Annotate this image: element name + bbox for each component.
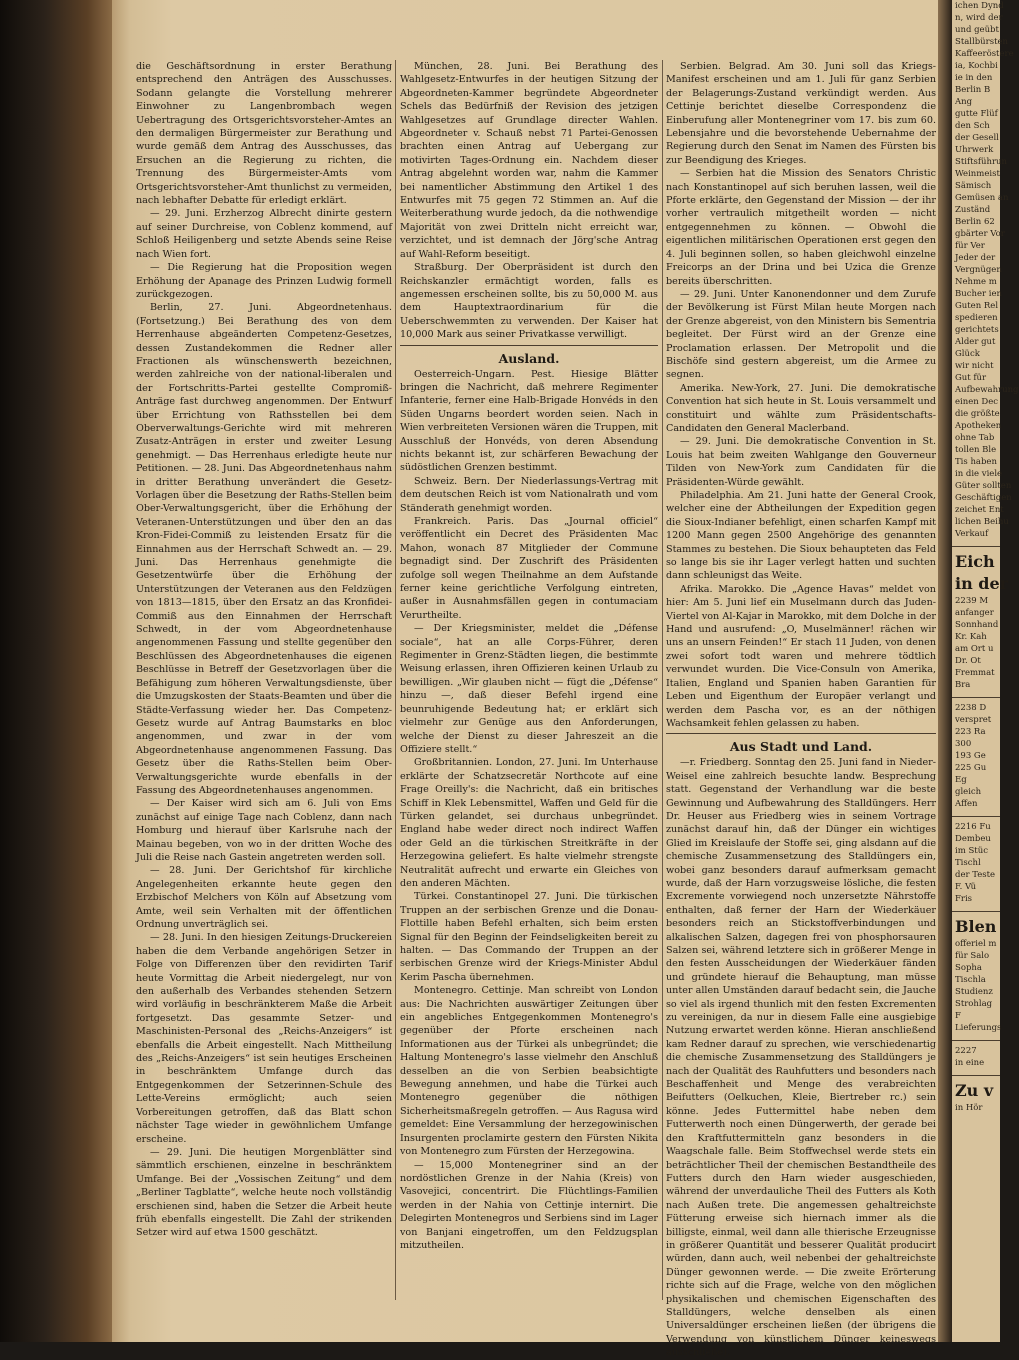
next-page-fragment: Dr. Ot [955,656,981,666]
column-1 [136,60,392,1300]
column-3-bottom [666,756,936,1359]
article-paragraph: — 29. Juni. Erzherzog Albrecht dinirte gestern auf seiner Durchreise, von Coblenz kommend, auf Schloß Heiligenberg und setzte Abends seine Reise nach Wien fort. [136,208,392,260]
next-page-fragment: Zuständ [955,205,991,215]
next-page-fragment: ohne Tab [955,433,995,443]
next-page-fragment: wir nicht [955,361,994,371]
next-page-fragment: Vergnügen [955,265,1002,275]
next-page-fragment: Bucher ien [955,289,1002,299]
next-page-fragment: ichen Dynd [955,1,1004,11]
next-page-fragment: Jeder der [955,253,996,263]
next-page-fragment: Aufbewahrung [955,385,1019,395]
next-page-fragment: Eich [955,552,995,571]
column-rule-2 [662,60,663,1300]
next-page-fragment: Alder gut [955,337,996,347]
article-paragraph: — 28. Juni. Der Gerichtshof für kirchliche Angelegenheiten erkannte heute gegen den Erzbischof Melchers von Köln auf Absetzung vom Amte, weil sein Verhalten mit der öffentlichen Ordnung unverträglich sei. [136,865,392,930]
article-paragraph: — 28. Juni. In den hiesigen Zeitungs-Druckereien haben die dem Verbande angehörigen Setzer in Folge von Differenzen über den revidirten Tarif heute Vormittag die Arbeit niedergelegt, nur von den außerhalb des Verbandes stehenden Setzern wird vorläufig in beschränkterem Maße die Arbeit fortgesetzt. Das gesammte Setzer- und Maschinisten-Personal des „Reichs-Anzeigers“ ist ebenfalls die Arbeit eingestellt. Nach Mittheilung des „Reichs-Anzeigers“ ist sein heutiges Erscheinen in beschränktem Umfange durch das Entgegenkommen der Setzerinnen-Schule des Lette-Vereins ermöglicht; auch seien Vorbereitungen getroffen, daß das Blatt schon nächster Tage wieder in gewöhnlichem Umfange erscheine. [136,932,392,1145]
article-paragraph: Schweiz. Bern. Der Niederlassungs-Vertrag mit dem deutschen Reich ist vom Nationalrath und vom Ständerath genehmigt worden. [400,475,658,514]
next-page-fragment: und geübt [955,25,999,35]
article-paragraph: Serbien. Belgrad. Am 30. Juni soll das Kriegs-Manifest erscheinen und am 1. Juli für ganz Serbien der Belagerungs-Zustand verkündigt werden. Aus Cettinje berichtet dieselbe Correspondenz die Einberufung aller Montenegriner vom 17. bis zum 60. Lebensjahre und die bevorstehende Uebernahme der Regierung durch den Senat im Namen des Fürsten bis zur Beendigung des Krieges. [666,61,936,166]
next-page-fragment: die größte [955,409,1000,419]
next-page-edge [952,0,1019,1342]
section-heading-stadt-land: Aus Stadt und Land. [729,739,873,755]
next-page-fragment: für Ver [955,241,985,251]
next-page-fragment: Kr. Kah [955,632,987,642]
column-3-top [666,60,936,730]
next-page-fragment: Güter sollten [955,481,1012,491]
next-page-fragment: F [955,1011,961,1021]
next-page-fragment: lichen Beihu [955,517,1009,527]
next-page-fragment: ie in den [955,73,993,83]
article-paragraph: — 29. Juni. Die demokratische Convention in St. Louis hat beim zweiten Wahlgange den Gouverneur Tilden von New-York zum Candidaten für die Präsidenten-Würde gewählt. [666,436,936,488]
column-2-bottom [400,368,658,1253]
next-page-fragment: ia, Kochbi [955,61,998,71]
article-paragraph: die Geschäftsordnung in erster Berathung entsprechend den Anträgen des Ausschusses. Sodann gelangte die Vorstellung mehrerer Einwohner zu Langenbrombach wegen Uebertragung des Ortsgerichtsvorsteher-Amtes an den dermaligen Bürgermeister zur Berathung und wurde gemäß dem Antrag des Ausschusses, das Ersuchen an die Regierung zu richten, die Trennung des Bürgermeister-Amts vom Ortsgerichtsvorsteher-Amt thunlichst zu vermeiden, nach lebhafter Debatte für erledigt erklärt. [136,61,392,207]
next-page-fragment: Tischla [955,975,986,985]
next-page-fragment: Stiftsführun [955,157,1007,167]
next-page-fragment: Weinmeist [955,169,1000,179]
article-paragraph: München, 28. Juni. Bei Berathung des Wahlgesetz-Entwurfes in der heutigen Sitzung der Abgeordneten-Kammer begründete Abgeordneter Schels das Bedürfniß der Revision des jetzigen Wahlgesetzes auf Grundlage directer Wahlen. Abgeordneter v. Schauß nebst 71 Partei-Genossen brachten einen Antrag auf Uebergang zur motivirten Tages-Ordnung ein. Nachdem dieser Antrag abgelehnt worden war, nahm die Kammer bei namentlicher Abstimmung den Artikel 1 des Entwurfes mit 75 gegen 72 Stimmen an. Auf die Weiterberathung wurde jedoch, da die nothwendige Majorität von zwei Dritteln nicht erreicht war, verzichtet, und ist demnach der Jörg'sche Antrag auf Wahl-Reform beseitigt. [400,61,658,260]
next-page-fragment: Fremmat [955,668,995,678]
article-paragraph: Frankreich. Paris. Das „Journal officiel“ veröffentlicht ein Decret des Präsidenten Mac Mahon, wonach 87 Mitglieder der Commune begnadigt sind. Der Zuschrift des Präsidenten zufolge soll wegen Theilnahme an dem Aufstande ferner keine gerichtliche Verfolgung eintreten, außer in Ausnahmsfällen gegen in contumaciam Verurtheilte. [400,516,658,621]
next-page-fragment: tollen Ble [955,445,997,455]
article-paragraph: Montenegro. Cettinje. Man schreibt von London aus: Die Nachrichten auswärtiger Zeitungen über ein angebliches Entgegenkommen Montenegro's gegenüber der Pforte erscheinen nach Informationen aus der Türkei als unbegründet; die Haltung Montenegro's lasse vielmehr den Anschluß desselben an die von Serbien beabsichtigte Bewegung annehmen, und habe die Türkei auch Montenegro gegenüber die nöthigen Sicherheitsmaßregeln getroffen. — Aus Ragusa wird gemeldet: Eine Versammlung der herzegowinischen Insurgenten proclamirte gestern den Fürsten Nikita von Montenegro zum Fürsten der Herzegowina. [400,985,658,1158]
article-paragraph: Türkei. Constantinopel 27. Juni. Die türkischen Truppen an der serbischen Grenze und die Donau-Flottille haben Befehl erhalten, sich beim ersten Signal für den Beginn der Feindseligkeiten bereit zu halten. — Das Commando der Truppen an der serbischen Grenze wird der Kriegs-Minister Abdul Kerim Pascha übernehmen. [400,891,658,983]
next-page-fragment: Geschäftigen [955,493,1012,503]
next-page-fragment: Bra [955,680,971,690]
article-paragraph: Amerika. New-York, 27. Juni. Die demokratische Convention hat sich heute in St. Louis versammelt und constituirt und wählte zum Präsidentschafts-Candidaten den General Maclerband. [666,382,936,434]
next-page-fragment: Gut für [955,373,987,383]
next-page-fragment: Zu v [955,1081,994,1100]
column-2-top [400,60,658,342]
section-heading-ausland: Ausland. [498,350,560,366]
section-divider-2 [666,733,936,734]
article-paragraph: — Der Kaiser wird sich am 6. Juli von Ems zunächst auf einige Tage nach Coblenz, dann nach Homburg und hierauf über Karlsruhe nach der Mainau begeben, von wo in der dritten Woche des Juli die Reise nach Gastein angetreten werden soll. [136,798,392,863]
next-page-fragment: n, wird der [955,13,1003,23]
next-page-fragment: Gemüsen an [955,193,1009,203]
next-page-fragment: gerichtets [955,325,999,335]
article-paragraph: Berlin, 27. Juni. Abgeordnetenhaus. (Fortsetzung.) Bei Berathung des von dem Herrenhause abgeänderten Competenz-Gesetzes, dessen Zustandekommen die Redner aller Fractionen als wünschenswerth bezeichnen, werden zahlreiche von der national-liberalen und der Fortschritts-Partei gestellte Compromiß-Anträge fast durchweg angenommen. Der Entwurf über Errichtung von Rathsstellen bei dem Oberverwaltungs-Gerichte wird mit mehreren Zusatz-Anträgen in erster und zweiter Lesung genehmigt. — Das Herrenhaus erledigte heute nur Petitionen. — 28. Juni. Das Abgeordnetenhaus nahm in dritter Berathung unverändert die Gesetz-Vorlagen über die Besetzung der Raths-Stellen beim Ober-Verwaltungsgericht, über die Erhöhung der Veteranen-Unterstützungen und über den an das Kron-Fidei-Commiß zu leistenden Ersatz für die Einnahmen aus der Herrschaft Schwedt an. — 29. Juni. Das Herrenhaus genehmigte die Gesetzentwürfe über die Erhöhung der Unterstützungen der Veteranen aus den Feldzügen von 1813—1815, über den Ersatz an das Kronfidei-Commiß aus den Einnahmen der Herrschaft Schwedt, in der vom Abgeordnetenhause angenommenen Fassung und stellte gegenüber den Beschlüssen des Abgeordnetenhauses die eigenen Beschlüsse in Betreff der Gesetzvorlagen über die Befähigung zum höheren Verwaltungsdienste, über die Umzugskosten der Staats-Beamten und über die Städte-Verfassung wieder her. Das Competenz-Gesetz wurde auf Antrag Baumstarks en bloc angenommen, und zwar in der vom Abgeordnetenhause angenommenen Fassung. Das Gesetz über die Raths-Stellen beim Ober-Verwaltungsgerichte wurde ebenfalls in der Fassung des Abgeordnetenhauses angenommen. [136,302,392,796]
next-page-divider [952,911,1000,912]
next-page-fragment: in eine [955,1058,985,1068]
next-page-fragment: Verkauf [955,529,989,539]
next-page-fragment: Kaffeeröstere [955,49,1014,59]
next-page-fragment: den Sch [955,121,990,131]
next-page-fragment: Tischl [955,858,981,868]
article-paragraph: — 15,000 Montenegriner sind an der nordöstlichen Grenze in der Nahia (Kreis) von Vasovejici, concentrirt. Die Flüchtlings-Familien werden in der Nahia von Cettinje internirt. Die Delegirten Montenegros und Serbiens sind im Lager von Banjani eingetroffen, um den Feldzugsplan mitzutheilen. [400,1159,658,1251]
next-page-fragment: Blen [955,917,997,936]
next-page-fragment: für Salo [955,951,990,961]
article-paragraph: Oesterreich-Ungarn. Pest. Hiesige Blätter bringen die Nachricht, daß mehrere Regimenter Infanterie, ferner eine Halb-Brigade Honvéds in den Süden Ungarns beordert worden seien. Nach in Wien verbreiteten Versionen wären die Truppen, mit Ausschluß der Honvéds, von deren Absendung nichts bekannt ist, zur schärferen Bewachung der südöstlichen Grenzen bestimmt. [400,368,658,474]
next-page-fragment: Nehme m [955,277,997,287]
column-rule-1 [395,60,396,1300]
next-page-fragment: anfanger [955,608,994,618]
article-paragraph: — Die Regierung hat die Proposition wegen Erhöhung der Apanage des Prinzen Ludwig formell zurückgezogen. [136,262,392,300]
next-page-fragment: 223 Ra [955,727,986,737]
article-paragraph: Großbritannien. London, 27. Juni. Im Unterhause erklärte der Schatzsecretär Northcote auf eine Frage Oreilly's: die Nachricht, daß ein britisches Schiff in Klek Lebensmittel, Waffen und Geld für die Türken gelandet, sei durchaus unbegründet. England habe weder direct noch indirect Waffen oder Geld an die türkischen Streitkräfte in der Herzegowina geliefert. Es halte vielmehr strengste Neutralität aufrecht und erwarte ein Gleiches von den anderen Mächten. [400,757,658,889]
column-2 [400,60,658,1300]
next-page-fragment: Sonnhand [955,620,999,630]
page-gutter [938,0,952,1342]
next-page-fragment: Affen [955,799,978,809]
article-paragraph: — Der Kriegsminister, meldet die „Défense sociale“, hat an alle Corps-Führer, deren Regimenter in Grenz-Städten liegen, die bestimmte Weisung erlassen, ihren Offizieren keinen Urlaub zu bewilligen. „Wir glauben nicht — fügt die „Défense“ hinzu —, daß dieser Befehl irgend eine beunruhigende Bedeutung hat; er erklärt sich vielmehr zur Genüge aus den Anforderungen, welche der Dienst zu dieser Jahreszeit an die Offiziere stellt.“ [400,623,658,755]
article-paragraph: — Serbien hat die Mission des Senators Christic nach Konstantinopel auf sich beruhen lassen, weil die Pforte erklärte, den Gegenstand der Mission — der ihr vorher vertraulich mitgetheilt worden — nicht entgegennehmen zu können. — Obwohl die eigentlichen militärischen Operationen erst gegen den 4. Juli beginnen sollen, so haben gleichwohl einzelne Freicorps an der Drina und bei Uzica die Grenze bereits überschritten. [666,168,936,287]
next-page-fragment: Stallbürsten [955,37,1009,47]
next-page-fragment: F. Vü [955,882,977,892]
next-page-fragment: in Hör [955,1103,983,1113]
next-page-fragment: offeriel m [955,939,997,949]
section-divider [400,345,658,346]
next-page-fragment: 300 [955,739,972,749]
next-page-fragment: der Gesell [955,133,999,143]
next-page-fragment: Berlin B [955,85,991,95]
article-paragraph: Afrika. Marokko. Die „Agence Havas“ meldet von hier: Am 5. Juni lief ein Muselmann durch das Juden-Viertel von Al-Kajar in Marokko, mit dem Dolche in der Hand und ausrufend: „O, Muselmänner! rächen wir uns an unsern Feinden!“ Er stach 11 Juden, von denen zwei sofort todt waren und mehrere tödtlich verwundet wurden. Die Vice-Consuln von Amerika, Italien, England und Spanien haben Garantien für Leben und Eigenthum der Europäer verlangt und werden dem Pascha vor, es an der nöthigen Wachsamkeit fehlen gelassen zu haben. [666,583,936,729]
next-page-divider [952,697,1000,698]
next-page-fragment: spedieren [955,313,998,323]
next-page-fragment: 193 Ge [955,751,986,761]
next-page-fragment: in die viele [955,469,1003,479]
next-page-fragment: am Ort u [955,644,994,654]
next-page-fragment: Strohlag [955,999,993,1009]
article-paragraph: —r. Friedberg. Sonntag den 25. Juni fand in Nieder-Weisel eine zahlreich besuchte landw. Besprechung statt. Gegenstand der Verhandlung war die beste Gewinnung und Aufbewahrung des Stalldüngers. Herr Dr. Heuser aus Friedberg wies in seinem Vortrage zunächst darauf hin, daß der Dünger ein wichtiges Glied im Kreislaufe der Stoffe sei, ging alsdann auf die chemische Zusammensetzung des Stalldüngers ein, wobei ganz besonders darauf aufmerksam gemacht wurde, daß der Harn vorzugsweise lösliche, die festen Excremente vorwiegend noch unzersetzte Nährstoffe enthalten, daß ferner der Harn der Wiederkäuer besonders reich an Stickstoffverbindungen und alkalischen Salzen, dagegen frei von phosphorsauren Salzen sei, während letztere sich in größerer Menge in den festen Ausscheidungen der Wiederkäuer fänden und gründete hierauf die Behauptung, man müsse unter allen Umständen darauf bedacht sein, die Jauche so viel als irgend thunlich mit den festen Excrementen zu vereinigen, da nur in diesem Falle eine ausgiebige Nutzung erwartet werden könne. Hieran anschließend kam Redner darauf zu sprechen, wie verschiedenartig die chemische Zusammensetzung des Stalldüngers je nach der Qualität des Rauhfutters und besonders nach Beschaffenheit und Menge des verabreichten Beifutters (Oelkuchen, Kleie, Biertreber rc.) sein könne. Jedes Futtermittel habe neben dem Futterwerth noch einen Düngerwerth, der gerade bei den Kraftfuttermitteln ganz besonders in die Waagschale falle. Beim Stoffwechsel werde stets ein beträchtlicher Theil der chemischen Bestandtheile des Futters durch den Harn wieder ausgeschieden, während der unverdauliche Theil des Futters als Koth nach Außen trete. Die angemessen gehaltreichste Fütterung erweise sich hiernach immer als die billigste, einmal, weil dann alle thierische Erzeugnisse in größerer Quantität und besserer Qualität producirt würden, dann auch, weil nebenbei der gehaltreichste Dünger gewonnen werde. — Die zweite Erörterung richte sich auf die Frage, welche von den möglichen physikalischen und chemischen Eigenschaften des Stalldüngers, welche denselben als einen Universaldünger erscheinen ließen (der übrigens die Verwendung von künstlichem Dünger keineswegs ausschließe). [666,757,936,1359]
next-page-fragment: Guten Rel [955,301,999,311]
next-page-divider [952,546,1000,547]
next-page-fragment: Glück [955,349,980,359]
next-page-fragment: 2216 Fu [955,822,991,832]
next-page-fragment: Sopha [955,963,982,973]
next-page-fragment: Eg [955,775,967,785]
next-page-fragment: gleich [955,787,982,797]
next-page-fragment: Fris [955,894,973,904]
next-page-fragment: 2239 M [955,596,989,606]
article-paragraph: Straßburg. Der Oberpräsident ist durch den Reichskanzler ermächtigt worden, falls es angemessen erscheinen sollte, bis zu 50,000 M. aus dem Hauptextraordinarium für die Ueberschwemmten zu verwenden. Der Kaiser hat 10,000 Mark aus seiner Privatkasse verwilligt. [400,262,658,341]
next-page-fragment: Apotheken [955,421,1002,431]
next-page-fragment: in der [955,574,1009,593]
next-page-fragment: gbärter Vor [955,229,1005,239]
next-page-fragment: Ang [955,97,973,107]
next-page-divider [952,1075,1000,1076]
next-page-fragment: einen Dec [955,397,999,407]
next-page-fragment: zeichet Ent [955,505,1004,515]
next-page-fragment: der Teste [955,870,996,880]
next-page-fragment: Dembeu [955,834,991,844]
next-page-fragment: im Stüc [955,846,988,856]
next-page-fragment: Sämisch [955,181,992,191]
next-page-fragment: verspret [955,715,992,725]
next-page-fragment: Uhrwerk [955,145,994,155]
article-paragraph: — 29. Juni. Die heutigen Morgenblätter sind sämmtlich erschienen, einzelne in beschränktem Umfange. Bei der „Vossischen Zeitung“ und dem „Berliner Tagblatte“, welche heute noch vollständig erschienen sind, haben die Setzer die Arbeit heute früh ebenfalls eingestellt. Die Zahl der strikenden Setzer wird auf etwa 1500 geschätzt. [136,1146,392,1239]
next-page-fragment: Tis haben [955,457,997,467]
next-page-divider [952,816,1000,817]
next-page-divider [952,1040,1000,1041]
next-page-fragment: 2238 D [955,703,987,713]
column-3 [666,60,936,1359]
next-page-fragment: 2227 [955,1046,977,1056]
next-page-fragment: Lieferungs [955,1023,1002,1033]
article-paragraph: — 29. Juni. Unter Kanonendonner und dem Zurufe der Bevölkerung ist Fürst Milan heute Morgen nach der Grenze abgereist, von den Ministern bis Sementria begleitet. Der Fürst wird an der Grenze eine Proclamation erlassen. Der Metropolit und die Bischöfe sind gestern abgereist, um die Armee zu segnen. [666,288,936,381]
book-binding [0,0,112,1342]
newspaper-page [112,0,950,1359]
next-page-fragment: 225 Gu [955,763,987,773]
next-page-fragment: Berlin 62 [955,217,995,227]
next-page-fragment: gutte Flüf [955,109,998,119]
article-paragraph: Philadelphia. Am 21. Juni hatte der General Crook, welcher eine der Abtheilungen der Expedition gegen die Sioux-Indianer befehligt, einen scharfen Kampf mit 1200 Mann gegen 2500 Angehörige des genannten Stammes zu bestehen. Die Sioux behaupteten das Feld so lange bis sie ihr Lager verlegt hatten und suchten dann schleunigst das Weite. [666,490,936,582]
next-page-fragment: Studienz [955,987,993,997]
